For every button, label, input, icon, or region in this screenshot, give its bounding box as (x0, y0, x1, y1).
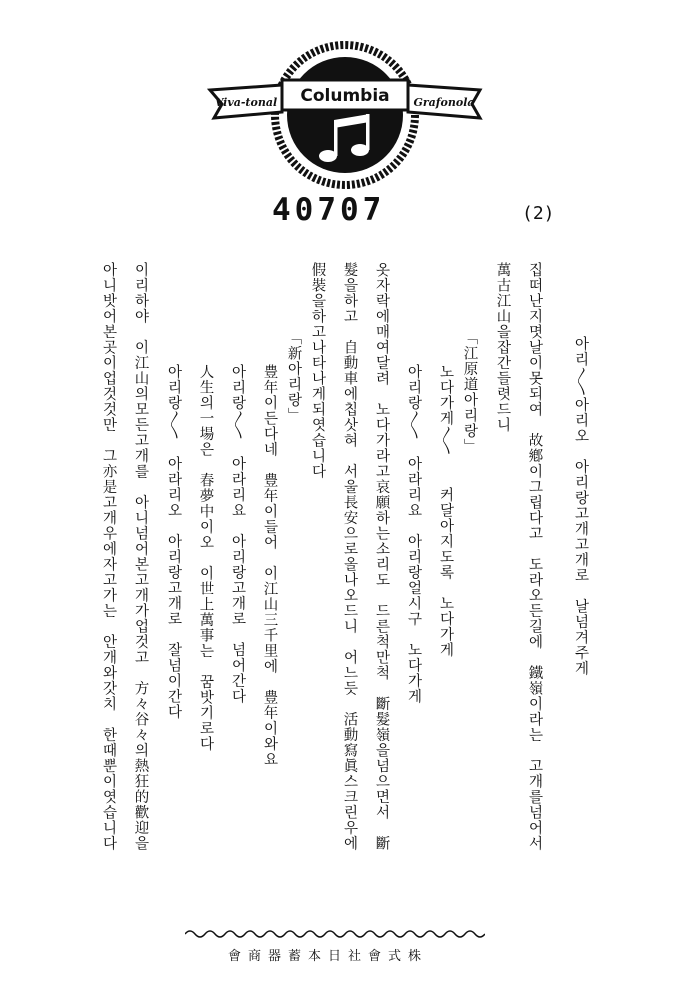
columbia-logo (200, 40, 490, 190)
logo-left-text: Viva-tonal (214, 96, 278, 109)
lyric-column: 아니밧어본곳이업것것만 그亦是고개우에자고가는 안개와갓치 한때뿐이엿습니다 (100, 262, 117, 851)
section-heading: 「江原道아리랑」 (461, 330, 478, 454)
lyric-column: 노다가게〱 커달아지도록 노다가게 (437, 364, 454, 658)
logo-center-text: Columbia (300, 86, 390, 106)
lyric-column: 假裝을하고나타나게되엿습니다 (309, 262, 326, 479)
logo-right-text: Grafonola (413, 96, 475, 109)
lyric-column: 萬古江山을잡간들렷드니 (494, 262, 511, 433)
lyric-column: 豊年이든다네 豊年이들어 이江山三千里에 豊年이와요 (261, 364, 278, 767)
lyric-column: 아리〱아리오 아리랑고개고개로 날넘겨주게 (572, 336, 589, 676)
page-number: (2) (522, 203, 555, 224)
wavy-divider (185, 927, 485, 941)
lyric-column: 髮을하고 自動車에칩삿혀 서울長安으로올나오드니 어느듯 活動寫眞스크린우에 (341, 262, 358, 851)
lyric-column: 人生의一場은 春夢中이오 이世上萬事는 꿈밧기로다 (197, 364, 214, 752)
publisher-footer: 會商器蓄本日社會式株 (228, 949, 429, 964)
lyric-column: 옷자락에매여달려 노다가라고哀願하는소리도 드른척만척 斷髮嶺을넘으면서 斷 (373, 262, 390, 851)
lyric-column: 아리랑〱 아라리요 아리랑얼시구 노다가게 (405, 364, 422, 704)
lyric-column: 아리랑〱 아라리요 아리랑고개로 넘어간다 (229, 364, 246, 704)
lyric-column: 집떠난지몃날이못되여 故鄕이그립다고 도라오든길에 鐵嶺이라는 고개를넘어서 (526, 262, 543, 851)
section-heading: 「新아리랑」 (285, 330, 302, 423)
lyric-column: 아리랑〱 아라리오 아리랑고개로 잘넘이간다 (165, 364, 182, 720)
lyric-column: 이리하야 이江山의모든고개를 아니넘어본고개가업것고 方々谷々의熱狂的歡迎을 (132, 262, 149, 851)
catalog-number: 40707 (272, 192, 386, 228)
